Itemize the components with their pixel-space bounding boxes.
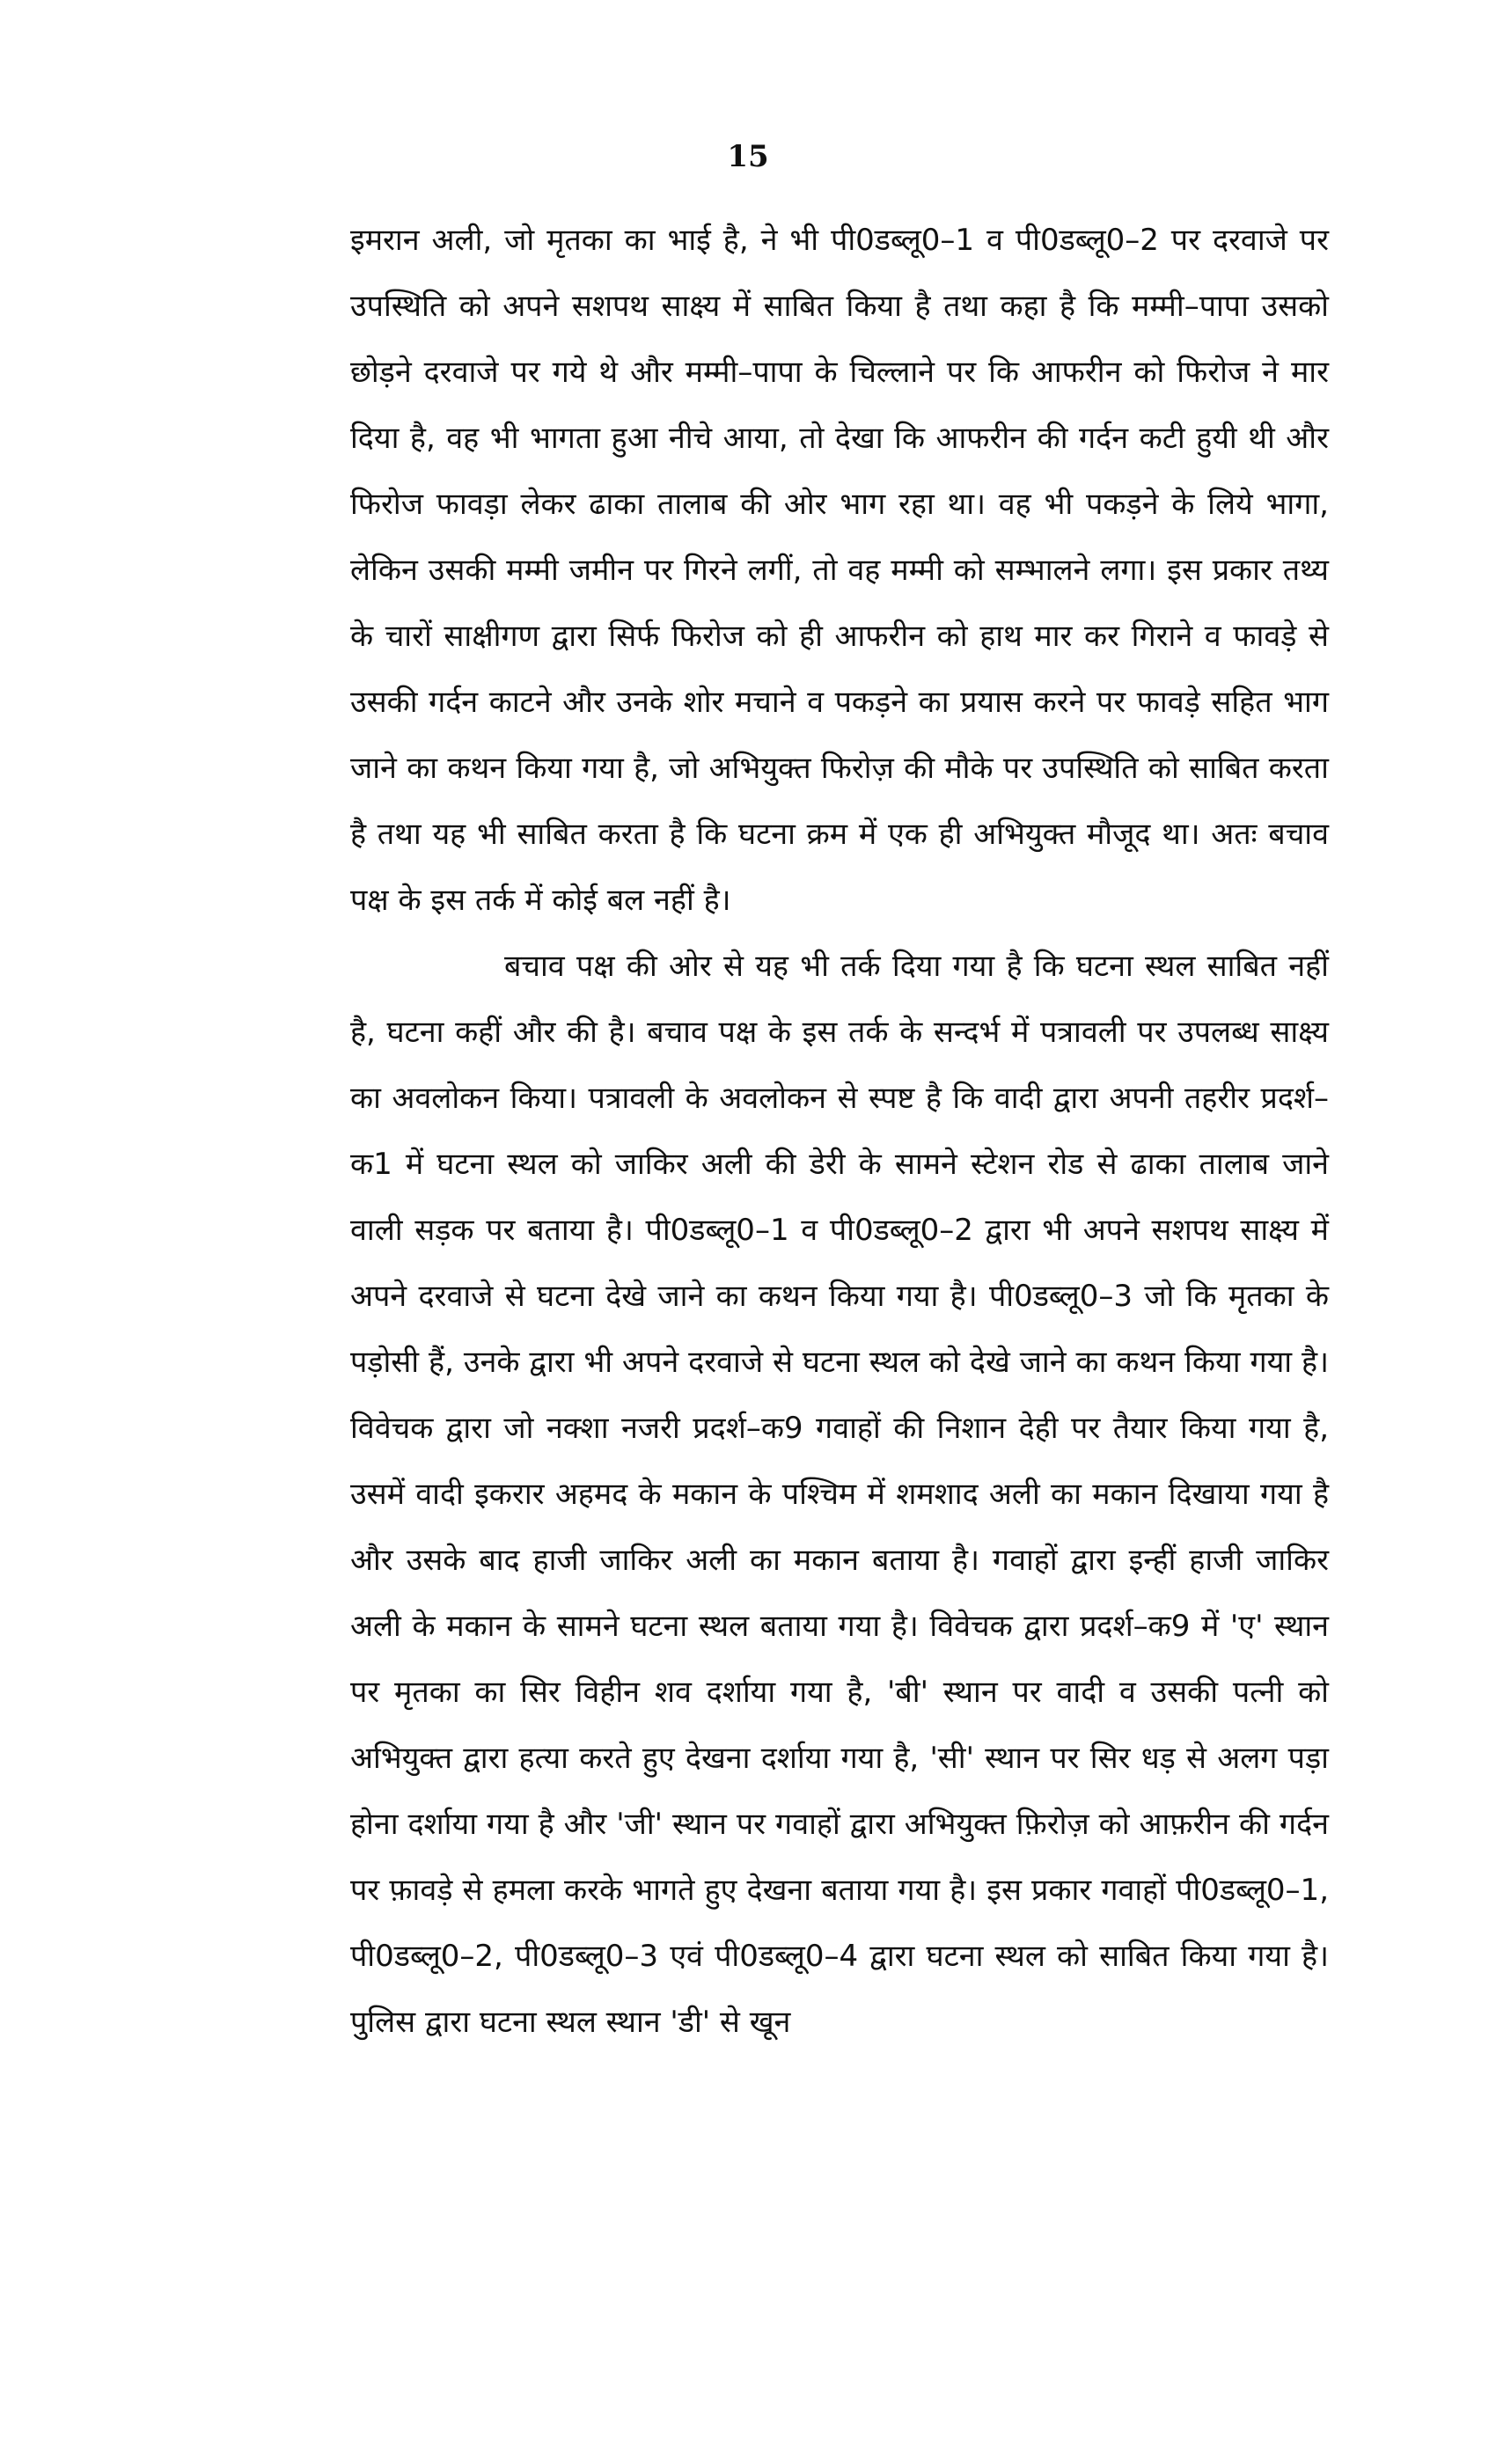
body-text: [350, 208, 1329, 2056]
page-number: 15: [727, 139, 769, 174]
paragraph-1: इमरान अली, जो मृतका का भाई है, ने भी पी0डब्लू0–1 व पी0डब्लू0–2 पर दरवाजे पर उपस्थिति को अपने सशपथ साक्ष्य में साबित किया है तथा कहा है कि मम्मी–पापा उसको छोड़ने दरवाजे पर गये थे और मम्मी–पापा के चिल्लाने पर कि आफरीन को फिरोज ने मार दिया है, वह भी भागता हुआ नीचे आया, तो देखा कि आफरीन की गर्दन कटी हुयी थी और फिरोज फावड़ा लेकर ढाका तालाब की ओर भाग रहा था। वह भी पकड़ने के लिये भागा, लेकिन उसकी मम्मी जमीन पर गिरने लगीं, तो वह मम्मी को सम्भालने लगा। इस प्रकार तथ्य के चारों साक्षीगण द्वारा सिर्फ फिरोज को ही आफरीन को हाथ मार कर गिराने व फावड़े से उसकी गर्दन काटने और उनके शोर मचाने व पकड़ने का प्रयास करने पर फावड़े सहित भाग जाने का कथन किया गया है, जो अभियुक्त फिरोज़ की मौके पर उपस्थिति को साबित करता है तथा यह भी साबित करता है कि घटना क्रम में एक ही अभियुक्त मौजूद था। अतः बचाव पक्ष के इस तर्क में कोई बल नहीं है।: [350, 223, 1329, 918]
paragraph-2: बचाव पक्ष की ओर से यह भी तर्क दिया गया है कि घटना स्थल साबित नहीं है, घटना कहीं और की है। बचाव पक्ष के इस तर्क के सन्दर्भ में पत्रावली पर उपलब्ध साक्ष्य का अवलोकन किया। पत्रावली के अवलोकन से स्पष्ट है कि वादी द्वारा अपनी तहरीर प्रदर्श–क1 में घटना स्थल को जाकिर अली की डेरी के सामने स्टेशन रोड से ढाका तालाब जाने वाली सड़क पर बताया है। पी0डब्लू0–1 व पी0डब्लू0–2 द्वारा भी अपने सशपथ साक्ष्य में अपने दरवाजे से घटना देखे जाने का कथन किया गया है। पी0डब्लू0–3 जो कि मृतका के पड़ोसी हैं, उनके द्वारा भी अपने दरवाजे से घटना स्थल को देखे जाने का कथन किया गया है। विवेचक द्वारा जो नक्शा नजरी प्रदर्श–क9 गवाहों की निशान देही पर तैयार किया गया है, उसमें वादी इकरार अहमद के मकान के पश्चिम में शमशाद अली का मकान दिखाया गया है और उसके बाद हाजी जाकिर अली का मकान बताया है। गवाहों द्वारा इन्हीं हाजी जाकिर अली के मकान के सामने घटना स्थल बताया गया है। विवेचक द्वारा प्रदर्श–क9 में 'ए' स्थान पर मृतका का सिर विहीन शव दर्शाया गया है, 'बी' स्थान पर वादी व उसकी पत्नी को अभियुक्त द्वारा हत्या करते हुए देखना दर्शाया गया है, 'सी' स्थान पर सिर धड़ से अलग पड़ा होना दर्शाया गया है और 'जी' स्थान पर गवाहों द्वारा अभियुक्त फ़िरोज़ को आफ़रीन की गर्दन पर फ़ावड़े से हमला करके भागते हुए देखना बताया गया है। इस प्रकार गवाहों पी0डब्लू0–1, पी0डब्लू0–2, पी0डब्लू0–3 एवं पी0डब्लू0–4 द्वारा घटना स्थल को साबित किया गया है। पुलिस द्वारा घटना स्थल स्थान 'डी' से खून: [350, 949, 1329, 2040]
